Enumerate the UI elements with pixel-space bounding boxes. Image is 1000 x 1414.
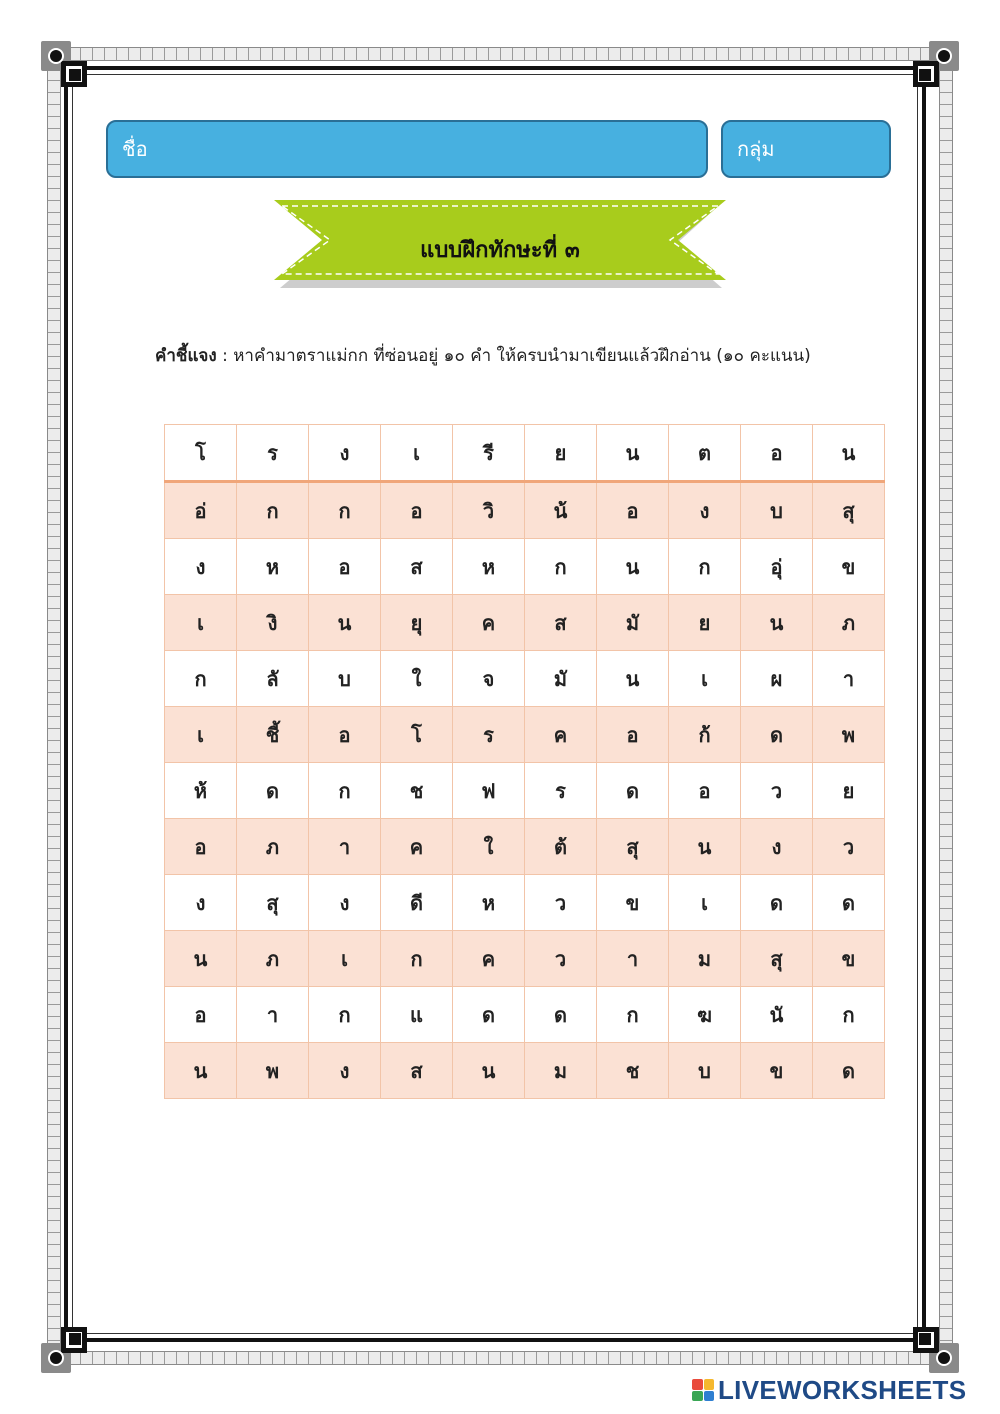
grid-cell[interactable]: จ	[453, 651, 525, 707]
grid-cell[interactable]: บ	[669, 1043, 741, 1099]
grid-cell[interactable]: ม	[525, 1043, 597, 1099]
grid-cell[interactable]: ก	[309, 987, 381, 1043]
grid-cell[interactable]: ม	[669, 931, 741, 987]
grid-cell[interactable]: ห้	[165, 763, 237, 819]
frame-right-rail	[939, 56, 953, 1358]
grid-cell[interactable]: ง	[309, 425, 381, 482]
grid-row	[165, 595, 885, 651]
grid-cell[interactable]: วิ	[453, 482, 525, 539]
name-label: ชื่อ	[122, 137, 148, 161]
grid-cell[interactable]: ภ	[237, 931, 309, 987]
grid-row	[165, 931, 885, 987]
frame-bottom-rail	[56, 1351, 944, 1365]
liveworksheets-logo	[692, 1374, 966, 1406]
grid-cell[interactable]: ดี	[381, 875, 453, 931]
grid-cell[interactable]: ด	[741, 875, 813, 931]
grid-cell[interactable]: า	[813, 651, 885, 707]
grid-cell[interactable]: ด	[741, 707, 813, 763]
grid-cell[interactable]: ง	[309, 875, 381, 931]
grid-cell[interactable]: ส	[381, 539, 453, 595]
grid-cell[interactable]: งิ	[237, 595, 309, 651]
grid-cell[interactable]: ช	[597, 1043, 669, 1099]
grid-cell[interactable]: สุ	[237, 875, 309, 931]
grid-cell[interactable]: เ	[309, 931, 381, 987]
grid-cell[interactable]: ก	[165, 651, 237, 707]
grid-row	[165, 539, 885, 595]
grid-cell[interactable]: ง	[309, 1043, 381, 1099]
grid-cell[interactable]: น	[165, 931, 237, 987]
grid-cell[interactable]: น	[597, 425, 669, 482]
grid-cell[interactable]: ค	[453, 931, 525, 987]
instruction-text: : หาคำมาตราแม่กก ที่ซ่อนอยู่ ๑๐ คำ ให้ครบนำมาเขียนแล้วฝึกอ่าน (๑๐ คะแนน)	[216, 346, 811, 366]
frame-corner-bottom-right	[907, 1321, 959, 1373]
grid-cell[interactable]: ด	[237, 763, 309, 819]
grid-cell[interactable]: อ	[309, 707, 381, 763]
grid-cell[interactable]: อ	[597, 707, 669, 763]
grid-cell[interactable]: อ่	[165, 482, 237, 539]
grid-cell[interactable]: า	[237, 987, 309, 1043]
grid-cell[interactable]: ก	[309, 482, 381, 539]
grid-cell[interactable]: ฟ	[453, 763, 525, 819]
grid-cell[interactable]: อ	[381, 482, 453, 539]
grid-cell[interactable]: ห	[237, 539, 309, 595]
grid-cell[interactable]: พ	[813, 707, 885, 763]
grid-cell[interactable]: แ	[381, 987, 453, 1043]
grid-row	[165, 763, 885, 819]
frame-corner-bottom-left	[41, 1321, 93, 1373]
instruction	[155, 342, 895, 369]
grid-cell[interactable]: เ	[165, 595, 237, 651]
grid-cell[interactable]: ด	[525, 987, 597, 1043]
grid-cell[interactable]: ต	[669, 425, 741, 482]
frame-corner-top-left	[41, 41, 93, 93]
grid-cell[interactable]: น	[741, 595, 813, 651]
page-title: แบบฝึกทักษะที่ ๓	[420, 238, 580, 263]
grid-cell[interactable]: ง	[165, 539, 237, 595]
grid-cell[interactable]: ว	[525, 875, 597, 931]
grid-cell[interactable]: เ	[165, 707, 237, 763]
logo-icon	[692, 1379, 714, 1401]
grid-cell[interactable]: า	[309, 819, 381, 875]
grid-cell[interactable]: พ	[237, 1043, 309, 1099]
grid-cell[interactable]: ลั	[237, 651, 309, 707]
grid-cell[interactable]: ด	[813, 1043, 885, 1099]
group-field[interactable]	[721, 120, 891, 178]
grid-row	[165, 819, 885, 875]
grid-cell[interactable]: ก	[381, 931, 453, 987]
grid-cell[interactable]: ยุ	[381, 595, 453, 651]
grid-cell[interactable]: อ	[309, 539, 381, 595]
grid-cell[interactable]: ข	[813, 539, 885, 595]
grid-cell[interactable]: ย	[813, 763, 885, 819]
grid-cell[interactable]: น	[165, 1043, 237, 1099]
grid-cell[interactable]: น	[597, 651, 669, 707]
grid-cell[interactable]: อ	[597, 482, 669, 539]
grid-cell[interactable]: เ	[669, 875, 741, 931]
grid-cell[interactable]: นั	[741, 987, 813, 1043]
grid-cell[interactable]: โ	[165, 425, 237, 482]
grid-cell[interactable]: อ	[669, 763, 741, 819]
grid-cell[interactable]: ว	[525, 931, 597, 987]
grid-cell[interactable]: น	[669, 819, 741, 875]
grid-cell[interactable]: ร	[237, 425, 309, 482]
grid-cell[interactable]: น	[597, 539, 669, 595]
grid-cell[interactable]: ฆ	[669, 987, 741, 1043]
grid-cell[interactable]: ง	[669, 482, 741, 539]
grid-row	[165, 707, 885, 763]
grid-cell[interactable]: ช	[381, 763, 453, 819]
name-field[interactable]	[106, 120, 708, 178]
grid-cell[interactable]: ชี้	[237, 707, 309, 763]
grid-cell[interactable]: น	[453, 1043, 525, 1099]
grid-cell[interactable]: มั	[597, 595, 669, 651]
grid-cell[interactable]: ต้	[525, 819, 597, 875]
grid-cell[interactable]: ข	[597, 875, 669, 931]
grid-cell[interactable]: รี	[453, 425, 525, 482]
grid-cell[interactable]: อ	[741, 425, 813, 482]
grid-cell[interactable]: สุ	[813, 482, 885, 539]
grid-row	[165, 987, 885, 1043]
grid-cell[interactable]: ค	[381, 819, 453, 875]
frame-top-rail	[56, 47, 944, 61]
grid-cell[interactable]: ห	[453, 539, 525, 595]
grid-cell[interactable]: น	[309, 595, 381, 651]
grid-cell[interactable]: ร	[453, 707, 525, 763]
grid-cell[interactable]: อ	[165, 987, 237, 1043]
grid-cell[interactable]: ก	[597, 987, 669, 1043]
grid-cell[interactable]: ภ	[813, 595, 885, 651]
grid-row	[165, 425, 885, 482]
grid-cell[interactable]: อ	[165, 819, 237, 875]
grid-row	[165, 875, 885, 931]
grid-cell[interactable]: สุ	[597, 819, 669, 875]
grid-cell[interactable]: ย	[669, 595, 741, 651]
frame-left-rail	[47, 56, 61, 1358]
grid-cell[interactable]: เ	[669, 651, 741, 707]
grid-cell[interactable]: โ	[381, 707, 453, 763]
grid-cell[interactable]: ง	[165, 875, 237, 931]
grid-row	[165, 651, 885, 707]
grid-cell[interactable]: ก	[813, 987, 885, 1043]
grid-cell[interactable]: น	[813, 425, 885, 482]
grid-cell[interactable]: ก้	[669, 707, 741, 763]
grid-cell[interactable]: ว	[741, 763, 813, 819]
group-label: กลุ่ม	[737, 137, 775, 161]
grid-cell[interactable]: ก	[669, 539, 741, 595]
grid-row	[165, 1043, 885, 1099]
grid-cell[interactable]: ข	[813, 931, 885, 987]
grid-cell[interactable]: ร	[525, 763, 597, 819]
grid-cell[interactable]: ก	[309, 763, 381, 819]
grid-cell[interactable]: ห	[453, 875, 525, 931]
grid-cell[interactable]: ใ	[453, 819, 525, 875]
grid-cell[interactable]: ด	[453, 987, 525, 1043]
grid-cell[interactable]: า	[597, 931, 669, 987]
grid-cell[interactable]: ส	[525, 595, 597, 651]
grid-cell[interactable]: ค	[525, 707, 597, 763]
grid-cell[interactable]: ก	[237, 482, 309, 539]
frame-corner-top-right	[907, 41, 959, 93]
grid-cell[interactable]: น้	[525, 482, 597, 539]
logo-text: LIVEWORKSHEETS	[718, 1374, 967, 1405]
grid-cell[interactable]: ย	[525, 425, 597, 482]
grid-cell[interactable]: บ	[309, 651, 381, 707]
grid-cell[interactable]: ผ	[741, 651, 813, 707]
grid-cell[interactable]: ค	[453, 595, 525, 651]
title-ribbon	[270, 196, 730, 292]
grid-row	[165, 482, 885, 539]
grid-cell[interactable]: ภ	[237, 819, 309, 875]
grid-cell[interactable]: เ	[381, 425, 453, 482]
grid-cell[interactable]: ส	[381, 1043, 453, 1099]
grid-cell[interactable]: ง	[741, 819, 813, 875]
grid-cell[interactable]: ว	[813, 819, 885, 875]
grid-cell[interactable]: ข	[741, 1043, 813, 1099]
grid-cell[interactable]: ก	[525, 539, 597, 595]
grid-cell[interactable]: อุ่	[741, 539, 813, 595]
instruction-label: คำชี้แจง	[155, 346, 217, 366]
grid-cell[interactable]: มั	[525, 651, 597, 707]
grid-cell[interactable]: สุ	[741, 931, 813, 987]
grid-cell[interactable]: ด	[813, 875, 885, 931]
grid-cell[interactable]: บ	[741, 482, 813, 539]
word-search-grid	[164, 424, 885, 1099]
grid-cell[interactable]: ใ	[381, 651, 453, 707]
grid-cell[interactable]: ด	[597, 763, 669, 819]
